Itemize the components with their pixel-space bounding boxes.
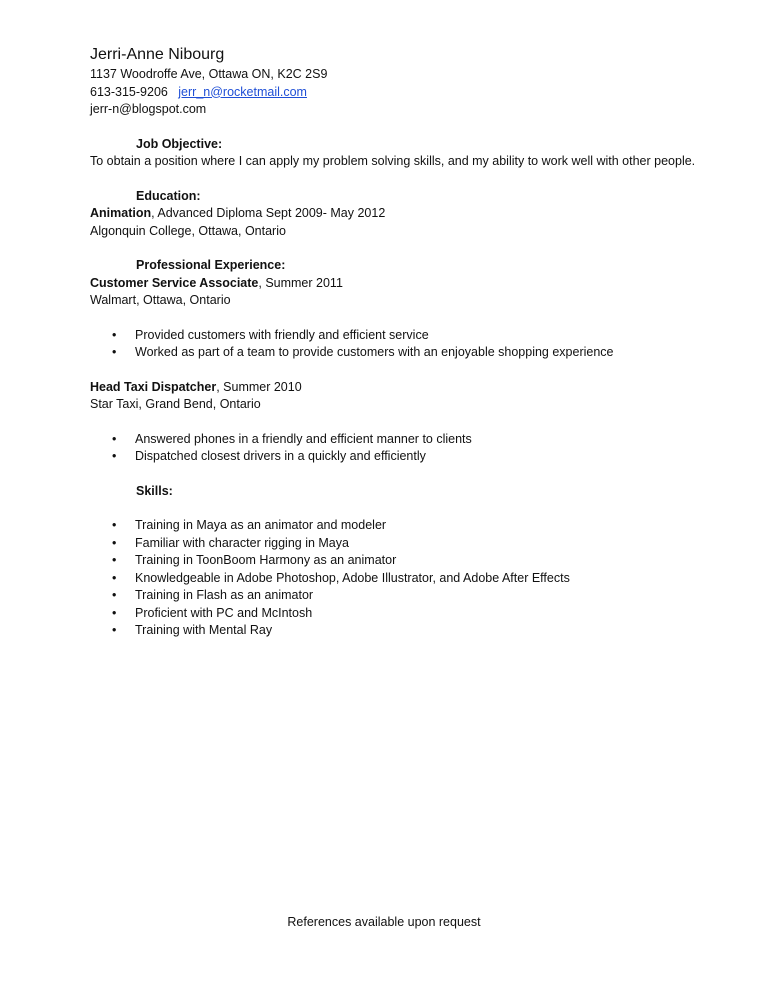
bullet-icon: • bbox=[112, 449, 117, 463]
education-school: Algonquin College, Ottawa, Ontario bbox=[90, 223, 286, 238]
email-link[interactable]: jerr_n@rocketmail.com bbox=[178, 84, 307, 99]
job-duties-list bbox=[90, 327, 730, 362]
bullet-icon: • bbox=[112, 345, 117, 359]
education-heading: Education: bbox=[136, 188, 201, 203]
job-title: Head Taxi Dispatcher bbox=[90, 379, 217, 394]
resume-document bbox=[90, 44, 730, 640]
objective-text: To obtain a position where I can apply my problem solving skills, and my ability to work well with other people. bbox=[90, 154, 696, 168]
address: 1137 Woodroffe Ave, Ottawa ON, K2C 2S9 bbox=[90, 67, 328, 81]
job-duties-list bbox=[90, 431, 730, 466]
education-details: , Advanced Diploma Sept 2009- May 2012 bbox=[151, 206, 386, 220]
list-item: • Training in ToonBoom Harmony as an animator bbox=[90, 552, 730, 570]
bullet-icon: • bbox=[112, 570, 117, 585]
list-item: • Training in Maya as an animator and modeler bbox=[90, 517, 730, 535]
references-footer: References available upon request bbox=[287, 915, 481, 929]
contact-line bbox=[90, 84, 730, 102]
list-item: • Dispatched closest drivers in a quickly and efficiently bbox=[90, 448, 730, 466]
list-item: • Knowledgeable in Adobe Photoshop, Adobe Illustrator, and Adobe After Effects bbox=[90, 570, 730, 588]
list-item: • Training in Flash as an animator bbox=[90, 587, 730, 605]
list-item: • Training with Mental Ray bbox=[90, 622, 730, 640]
job-place: Walmart, Ottawa, Ontario bbox=[90, 293, 231, 307]
education-program: Animation bbox=[90, 206, 152, 220]
job-place: Star Taxi, Grand Bend, Ontario bbox=[90, 397, 261, 411]
list-item: • Answered phones in a friendly and efficient manner to clients bbox=[90, 431, 730, 449]
list-item: • Proficient with PC and McIntosh bbox=[90, 605, 730, 623]
phone-number: 613-315-9206 bbox=[90, 84, 168, 99]
bullet-icon: • bbox=[112, 518, 117, 532]
bullet-icon: • bbox=[112, 553, 117, 567]
bullet-icon: • bbox=[112, 605, 117, 620]
bullet-icon: • bbox=[112, 623, 117, 637]
job-period: , Summer 2011 bbox=[258, 275, 343, 290]
job-title-line bbox=[90, 379, 730, 397]
blog-address: jerr-n@blogspot.com bbox=[90, 102, 207, 116]
bullet-icon: • bbox=[112, 431, 117, 446]
experience-heading: Professional Experience: bbox=[136, 258, 286, 272]
candidate-name: Jerri-Anne Nibourg bbox=[90, 46, 225, 63]
job-title-line bbox=[90, 275, 730, 293]
list-item: • Familiar with character rigging in Maya bbox=[90, 535, 730, 553]
list-item: • Provided customers with friendly and efficient service bbox=[90, 327, 730, 345]
bullet-icon: • bbox=[112, 327, 117, 342]
skills-list bbox=[90, 517, 730, 640]
bullet-icon: • bbox=[112, 535, 117, 550]
skills-heading: Skills: bbox=[136, 483, 173, 498]
job-period: , Summer 2010 bbox=[216, 379, 302, 394]
bullet-icon: • bbox=[112, 588, 117, 602]
objective-heading: Job Objective: bbox=[136, 136, 223, 151]
job-title: Customer Service Associate bbox=[90, 275, 259, 290]
list-item: • Worked as part of a team to provide customers with an enjoyable shopping experience bbox=[90, 344, 730, 362]
education-program-line bbox=[90, 205, 730, 223]
